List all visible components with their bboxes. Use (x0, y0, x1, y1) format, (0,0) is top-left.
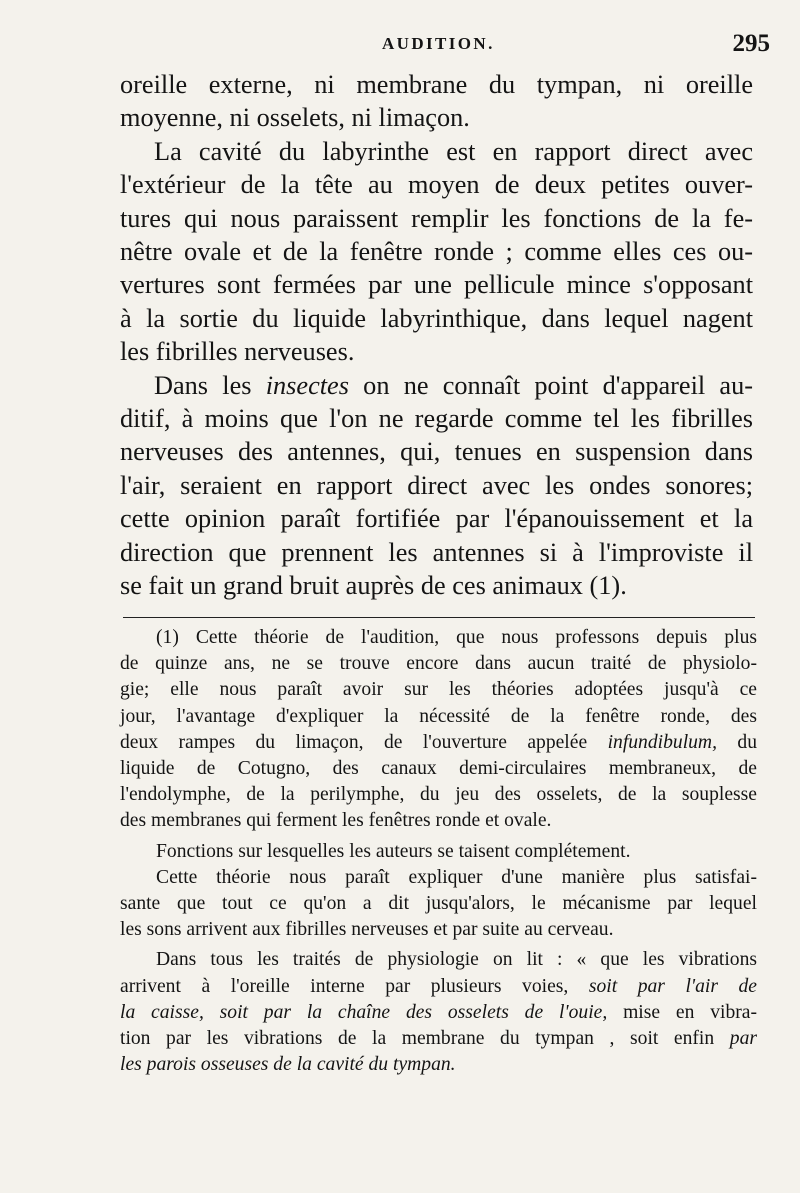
page-header (120, 30, 770, 64)
running-head: AUDITION. (382, 34, 495, 53)
footnote-line (120, 1026, 757, 1052)
text-line: se fait un grand bruit auprès de ces animaux (1). (120, 571, 627, 601)
footnote-divider (123, 617, 755, 618)
footnote-line: l'endolymphe, de la perilymphe, du jeu des osselets, de la souplesse (120, 784, 757, 806)
text-line: vertures sont fermées par une pellicule mince s'opposant (120, 270, 753, 300)
text-line: nerveuses des antennes, qui, tenues en suspension dans (120, 437, 753, 467)
paragraph-3 (120, 369, 753, 603)
footnote-line: (1) Cette théorie de l'audition, que nous professons depuis plus (156, 627, 757, 648)
text-line: moyenne, ni osselets, ni limaçon. (120, 103, 470, 133)
text-line: ditif, à moins que l'on ne regarde comme tel les fibrilles (120, 404, 753, 434)
footnote-line: liquide de Cotugno, des canaux demi-circulaires membraneux, de (120, 758, 757, 780)
text-fragment: du (716, 731, 757, 753)
text-line: La cavité du labyrinthe est en rapport direct avec (154, 136, 753, 166)
footnote-line: Cette théorie nous paraît expliquer d'une manière plus satisfai- (156, 866, 757, 888)
text-fragment: Dans les (154, 370, 266, 400)
footnote-line: les sons arrivent aux fibrilles nerveuses et par suite au cerveau. (120, 919, 614, 941)
italic-quote: les parois osseuses de la cavité du tympan. (120, 1054, 456, 1076)
footnote-line: Dans tous les traités de physiologie on lit : « que les vibrations (156, 949, 757, 971)
text-line: cette opinion paraît fortifiée par l'épanouissement et la (120, 504, 753, 534)
italic-term: infundibulum, (607, 731, 717, 753)
text-fragment: mise en vibra- (607, 1001, 757, 1023)
footnote-line: Fonctions sur lesquelles les auteurs se taisent complétement. (156, 840, 631, 862)
footnotes (120, 625, 757, 1078)
italic-quote: soit par l'air de (588, 975, 758, 997)
text-line: l'air, seraient en rapport direct avec les ondes sonores; (120, 470, 753, 500)
text-fragment: deux rampes du limaçon, de l'ouverture appelée (120, 731, 608, 753)
footnote-line (120, 1000, 757, 1026)
text-line (120, 369, 753, 402)
footnote-line (120, 730, 757, 756)
paragraph-1 (120, 68, 753, 135)
text-line: les fibrilles nerveuses. (120, 337, 355, 367)
text-line: tures qui nous paraissent remplir les fonctions de la fe- (120, 203, 753, 233)
text-line: direction que prennent les antennes si à l'improviste il (120, 537, 753, 567)
text-fragment: arrivent à l'oreille interne par plusieurs voies, (120, 975, 589, 997)
footnote-line: jour, l'avantage d'expliquer la nécessité de la fenêtre ronde, des (120, 705, 757, 727)
italic-quote: par (729, 1028, 757, 1050)
paragraph-2 (120, 135, 753, 369)
main-text (120, 68, 753, 603)
footnote-line (120, 1052, 757, 1078)
footnote-line: sante que tout ce qu'on a dit jusqu'alors, le mécanisme par lequel (120, 893, 757, 915)
text-fragment: on ne connaît point d'appareil au- (348, 370, 753, 400)
text-line: oreille externe, ni membrane du tympan, ni oreille (120, 70, 753, 99)
italic-quote: la caisse, soit par la chaîne des osselets de l'ouie, (120, 1001, 608, 1023)
text-fragment: tion par les vibrations de la membrane du tympan , soit enfin (120, 1028, 730, 1050)
text-line: l'extérieur de la tête au moyen de deux petites ouver- (120, 170, 753, 200)
footnote-line (120, 974, 757, 1000)
page-number: 295 (732, 30, 770, 57)
italic-term: insectes (265, 370, 349, 400)
text-line: à la sortie du liquide labyrinthique, dans lequel nagent (120, 303, 753, 333)
text-line: nêtre ovale et de la fenêtre ronde ; comme elles ces ou- (120, 237, 753, 267)
footnote-line: des membranes qui ferment les fenêtres ronde et ovale. (120, 810, 552, 832)
footnote-line: gie; elle nous paraît avoir sur les théories adoptées jusqu'à ce (120, 679, 757, 701)
footnote-line: de quinze ans, ne se trouve encore dans aucun traité de physiolo- (120, 653, 757, 675)
